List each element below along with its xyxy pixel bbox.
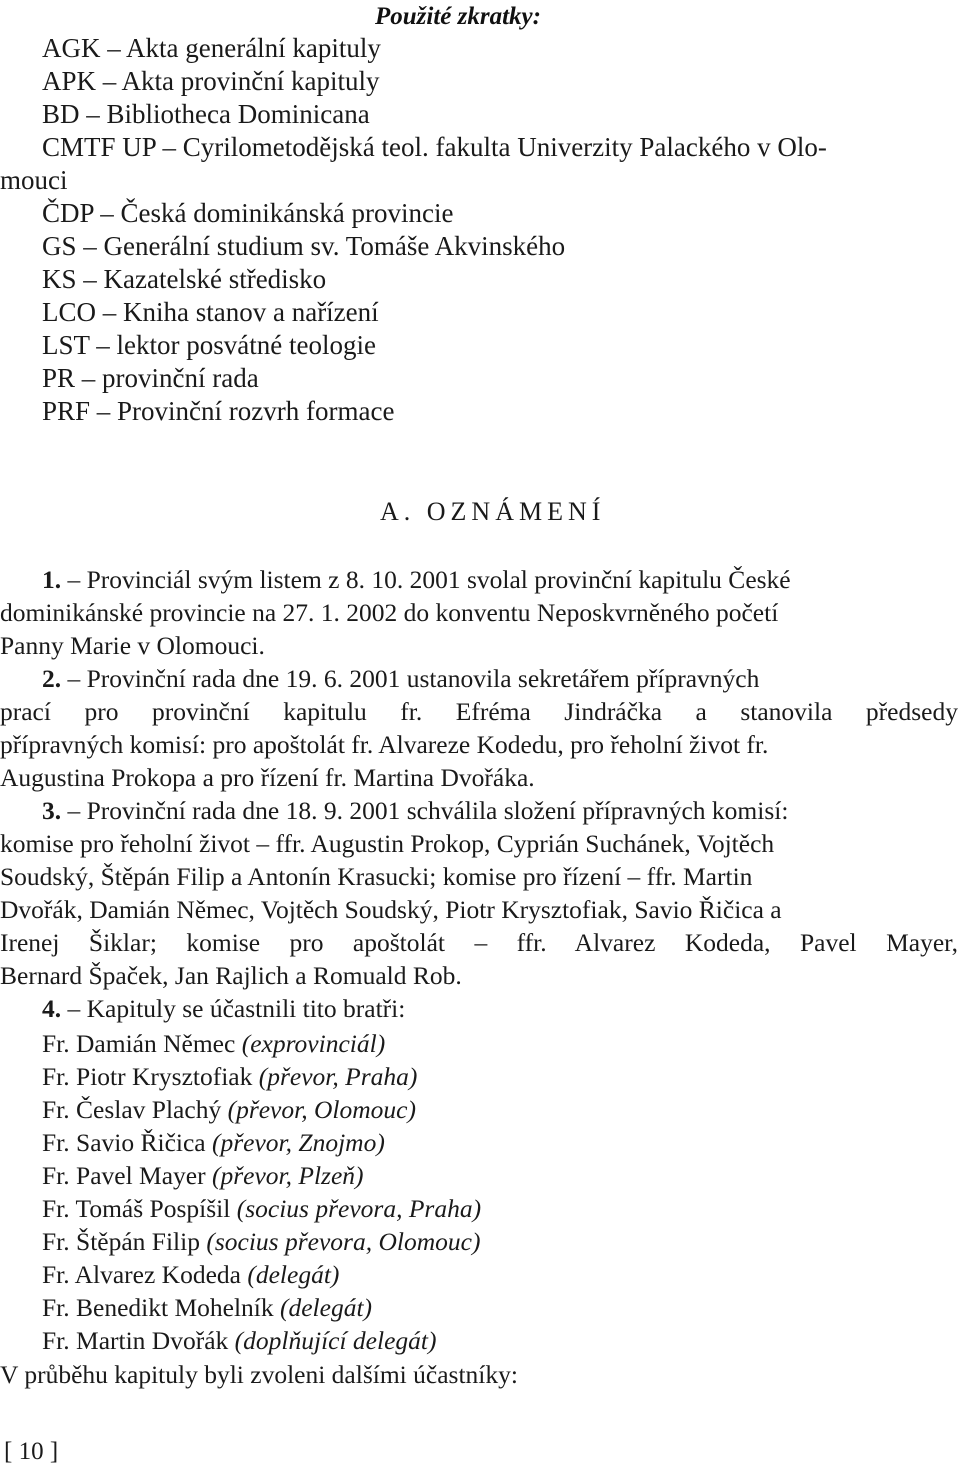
section-title: A. OZNÁMENÍ	[380, 497, 606, 526]
abbreviation-item: KS – Kazatelské středisko	[42, 264, 327, 294]
paragraph-2-line	[0, 662, 958, 695]
abbreviations-heading: Použité zkratky:	[375, 3, 541, 30]
member-role: (socius převora, Olomouc)	[206, 1227, 481, 1256]
abbreviation-item-continuation: mouci	[0, 165, 68, 195]
abbreviation-item: LST – lektor posvátné teologie	[42, 330, 376, 360]
paragraph-3-line: Bernard Špaček, Jan Rajlich a Romuald Rob.	[0, 961, 462, 990]
paragraph-3-line: Soudský, Štěpán Filip a Antonín Krasucki; komise pro řízení – ffr. Martin	[0, 862, 753, 891]
paragraph-number: 3.	[42, 796, 62, 825]
abbreviation-item: AGK – Akta generální kapituly	[42, 33, 381, 63]
paragraph-text: – Provinční rada dne 19. 6. 2001 ustanovila sekretářem přípravných	[61, 664, 760, 693]
member-role: (exprovinciál)	[241, 1029, 386, 1058]
abbreviation-item: BD – Bibliotheca Dominicana	[42, 99, 370, 129]
member-name: Fr. Benedikt Mohelník	[42, 1293, 280, 1322]
member-role: (delegát)	[280, 1293, 373, 1322]
paragraph-3-line	[0, 794, 958, 827]
paragraph-4-line	[0, 992, 958, 1025]
paragraph-3-line: komise pro řeholní život – ffr. Augustin Prokop, Cyprián Suchánek, Vojtěch	[0, 829, 775, 858]
abbreviation-item: APK – Akta provinční kapituly	[42, 66, 380, 96]
paragraph-number: 4.	[42, 994, 62, 1023]
member-role: (doplňující delegát)	[234, 1326, 437, 1355]
closing-sentence: V průběhu kapituly byli zvoleni dalšími účastníky:	[0, 1360, 518, 1389]
member-name: Fr. Pavel Mayer	[42, 1161, 212, 1190]
paragraph-3-line: Dvořák, Damián Němec, Vojtěch Soudský, Piotr Krysztofiak, Savio Řičica a	[0, 895, 782, 924]
abbreviation-item: PR – provinční rada	[42, 363, 259, 393]
member-name: Fr. Martin Dvořák	[42, 1326, 235, 1355]
paragraph-text: – Provinciál svým listem z 8. 10. 2001 svolal provinční kapitulu České	[61, 565, 791, 594]
paragraph-2-line: přípravných komisí: pro apoštolát fr. Alvareze Kodedu, pro řeholní život fr.	[0, 730, 769, 759]
paragraph-text: – Kapituly se účastnili tito bratři:	[61, 994, 406, 1023]
member-name: Fr. Tomáš Pospíšil	[42, 1194, 237, 1223]
abbreviation-item: GS – Generální studium sv. Tomáše Akvinského	[42, 231, 566, 261]
abbreviation-item: ČDP – Česká dominikánská provincie	[42, 198, 454, 228]
paragraph-1-line: Panny Marie v Olomouci.	[0, 631, 265, 660]
member-item	[42, 1324, 481, 1357]
paragraph-number: 2.	[42, 664, 62, 693]
paragraph-1-line	[0, 563, 958, 596]
member-role: (delegát)	[247, 1260, 340, 1289]
member-name: Fr. Piotr Krysztofiak	[42, 1062, 259, 1091]
abbreviation-item: LCO – Kniha stanov a nařízení	[42, 297, 379, 327]
abbreviations-list	[0, 32, 942, 428]
member-name: Fr. Savio Řičica	[42, 1128, 212, 1157]
member-item	[42, 1027, 481, 1060]
abbreviation-item: PRF – Provinční rozvrh formace	[42, 396, 395, 426]
member-name: Fr. Česlav Plachý	[42, 1095, 228, 1124]
member-item	[42, 1126, 481, 1159]
member-name: Fr. Damián Němec	[42, 1029, 242, 1058]
paragraph-number: 1.	[42, 565, 62, 594]
paragraph-2-line: Augustina Prokopa a pro řízení fr. Martina Dvořáka.	[0, 763, 535, 792]
page-number: [ 10 ]	[4, 1438, 59, 1465]
member-name: Fr. Alvarez Kodeda	[42, 1260, 248, 1289]
paragraph-text: – Provinční rada dne 18. 9. 2001 schválila složení přípravných komisí:	[61, 796, 789, 825]
member-item	[42, 1159, 481, 1192]
member-item	[42, 1258, 481, 1291]
member-role: (převor, Znojmo)	[211, 1128, 385, 1157]
member-role: (převor, Praha)	[258, 1062, 418, 1091]
member-item	[42, 1093, 481, 1126]
member-item	[42, 1291, 481, 1324]
member-role: (socius převora, Praha)	[236, 1194, 482, 1223]
abbreviation-item: CMTF UP – Cyrilometodějská teol. fakulta Univerzity Palackého v Olo-	[42, 132, 827, 162]
announcements-body	[0, 563, 958, 1025]
member-item	[42, 1192, 481, 1225]
member-name: Fr. Štěpán Filip	[42, 1227, 207, 1256]
member-role: (převor, Plzeň)	[211, 1161, 364, 1190]
paragraph-2-line: prací pro provinční kapitulu fr. Efréma Jindráčka a stanovila předsedy	[0, 697, 958, 726]
paragraph-1-line: dominikánské provincie na 27. 1. 2002 do konventu Neposkvrněného početí	[0, 598, 779, 627]
member-role: (převor, Olomouc)	[227, 1095, 416, 1124]
member-item	[42, 1060, 481, 1093]
paragraph-3-line: Irenej Šiklar; komise pro apoštolát – ffr. Alvarez Kodeda, Pavel Mayer,	[0, 928, 958, 957]
members-list	[42, 1027, 481, 1357]
member-item	[42, 1225, 481, 1258]
